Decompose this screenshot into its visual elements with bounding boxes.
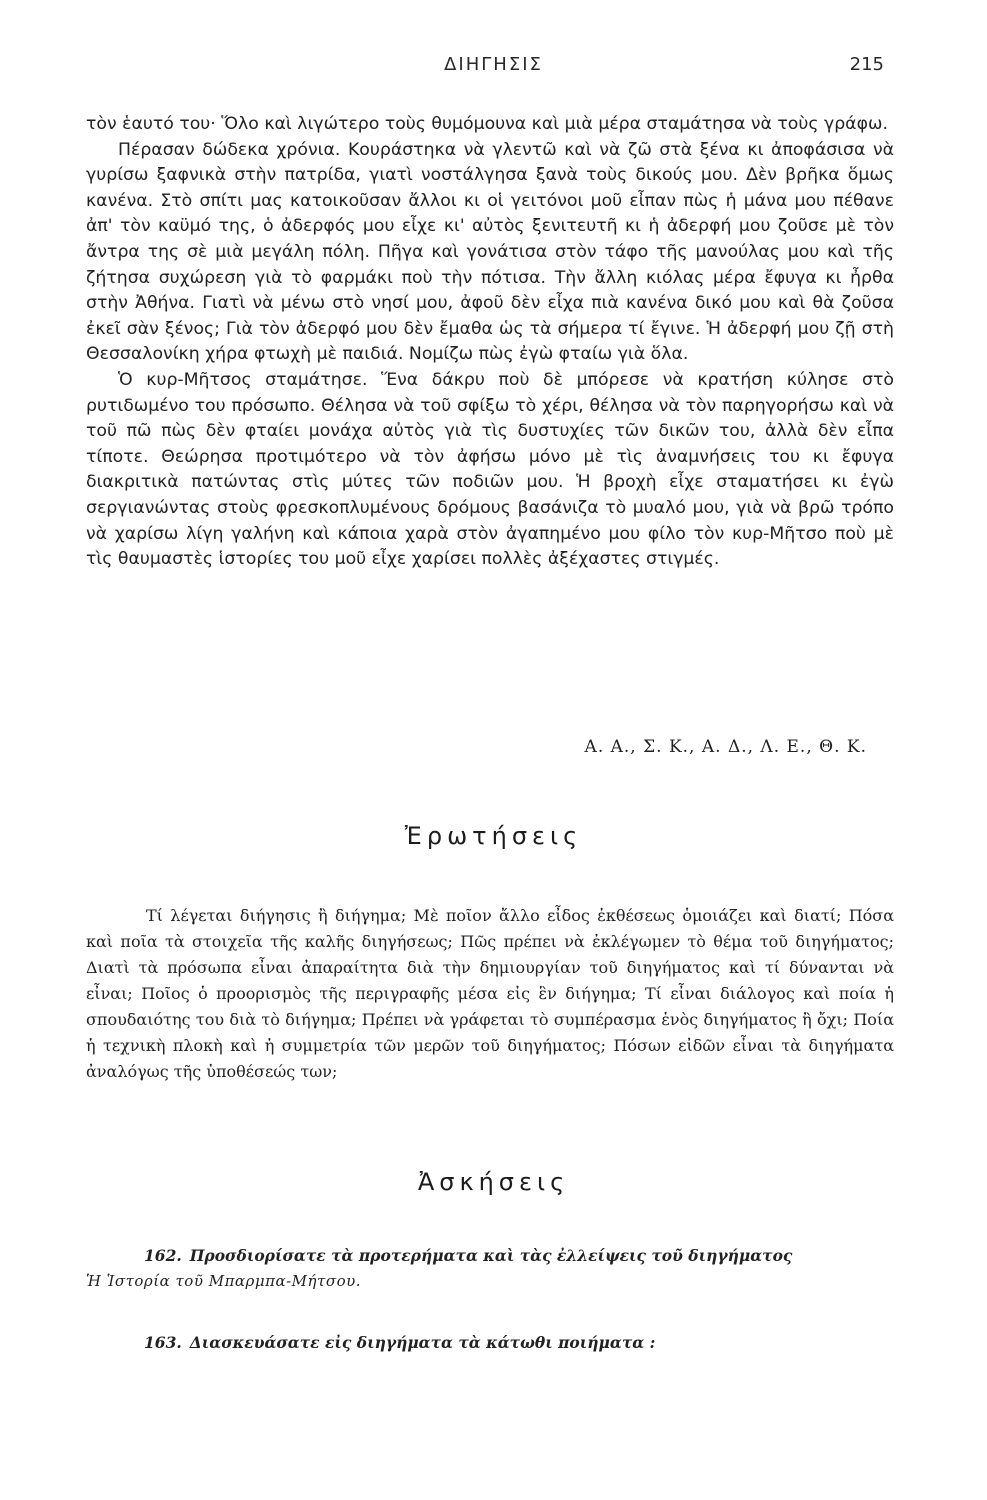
paragraph: τὸν ἑαυτό του· Ὅλο καὶ λιγώτερο τοὺς θυμόμουνα καὶ μιὰ μέρα σταμάτησα νὰ τοὺς γράφω. bbox=[86, 114, 888, 134]
exercise-item bbox=[86, 1330, 894, 1356]
paragraph: Πέρασαν δώδεκα χρόνια. Κουράστηκα νὰ γλεντῶ καὶ νὰ ζῶ στὰ ξένα κι ἀποφάσισα νὰ γυρίσω ξαφνικὰ στὴν πατρίδα, γιατὶ νοστάλγησα ξανὰ τοὺς δικούς μου. Δὲν βρῆκα ὅμως κανένα. Στὸ σπίτι μας κατοικοῦσαν ἄλλοι κι οἱ γειτόνοι μοῦ εἶπαν πὼς ἡ μάνα μου πέθανε ἀπ' τὸν καϋμό της, ὁ ἀδερφός μου εἶχε κι' αὐτὸς ξενιτευτῆ κι ἡ ἀδερφή μου ζοῦσε μὲ τὸν ἄντρα της σὲ μιὰ μεγάλη πόλη. Πῆγα καὶ γονάτισα στὸν τάφο τῆς μανούλας μου καὶ τῆς ζήτησα συχώρεση γιὰ τὸ φαρμάκι ποὺ τὴν πότισα. Τὴν ἄλλη κιόλας μέρα ἔφυγα κι ἦρθα στὴν Ἀθήνα. Γιατὶ νὰ μένω στὸ νησί μου, ἀφοῦ δὲν εἶχα πιὰ κανένα δικό μου καὶ θὰ ζοῦσα ἐκεῖ σὰν ξένος; Γιὰ τὸν ἀδερφό μου δὲν ἔμαθα ὡς τὰ σήμερα τί ἔγινε. Ἡ ἀδερφή μου ζῇ στὴ Θεσσαλονίκη χήρα φτωχὴ μὲ παιδιά. Νομίζω πὼς ἐγὼ φταίω γιὰ ὅλα. bbox=[86, 139, 894, 365]
exercise-number: 163. bbox=[144, 1333, 182, 1352]
exercise-number: 162. bbox=[144, 1246, 182, 1265]
exercise-story-title: Ἡ Ἱστορία τοῦ Μπαρμπα-Μήτσου. bbox=[86, 1272, 361, 1290]
questions-heading: Ἐρωτήσεις bbox=[404, 822, 583, 850]
running-title: ΔΙΗΓΗΣΙΣ bbox=[444, 54, 543, 75]
exercise-instruction: Προσδιορίσατε τὰ προτερήματα καὶ τὰς ἐλλείψεις τοῦ διηγήματος bbox=[189, 1246, 793, 1265]
story-text bbox=[86, 112, 894, 573]
questions-block bbox=[86, 903, 894, 1085]
exercises-heading: Ἀσκήσεις bbox=[417, 1168, 570, 1196]
exercise-item bbox=[86, 1243, 894, 1294]
running-header bbox=[0, 54, 987, 84]
questions-paragraph: Τί λέγεται διήγησις ἢ διήγημα; Μὲ ποῖον ἄλλο εἶδος ἐκθέσεως ὁμοιάζει καὶ διατί; Πόσα καὶ ποῖα τὰ στοιχεῖα τῆς καλῆς διηγήσεως; Πῶς πρέπει νὰ ἐκλέγωμεν τὸ θέμα τοῦ διηγήματος; Διατὶ τὰ πρόσωπα εἶναι ἀπαραίτητα διὰ τὴν δημιουργίαν τοῦ διηγήματος καὶ τί δύνανται νὰ εἶναι; Ποῖος ὁ προορισμὸς τῆς περιγραφῆς μέσα εἰς ἓν διήγημα; Τί εἶναι διάλογος καὶ ποία ἡ σπουδαιότης του διὰ τὸ διήγημα; Πρέπει νὰ γράφεται τὸ συμπέρασμα ἑνὸς διηγήματος ἢ ὄχι; Ποία ἡ τεχνικὴ πλοκὴ καὶ ἡ συμμετρία τῶν μερῶν τοῦ διηγήματος; Πόσων εἰδῶν εἶναι τὰ διηγήματα ἀναλόγως τῆς ὑποθέσεώς των; bbox=[86, 906, 894, 1081]
exercise-instruction: Διασκευάσατε εἰς διηγήματα τὰ κάτωθι ποιήματα : bbox=[189, 1333, 656, 1352]
paragraph: Ὁ κυρ-Μῆτσος σταμάτησε. Ἕνα δάκρυ ποὺ δὲ μπόρεσε νὰ κρατήση κύλησε στὸ ρυτιδωμένο του πρόσωπο. Θέλησα νὰ τοῦ σφίξω τὸ χέρι, θέλησα νὰ τὸν παρηγορήσω καὶ νὰ τοῦ πῶ πὼς δὲν φταίει μονάχα αὐτὸς γιὰ τὶς δυστυχίες τῶν δικῶν του, ἀλλὰ δὲν εἶπα τίποτε. Θεώρησα προτιμότερο νὰ τὸν ἀφήσω μόνο μὲ τὶς ἀναμνήσεις του κι ἔφυγα διακριτικὰ πατώντας στὶς μύτες τῶν ποδιῶν μου. Ἡ βροχὴ εἶχε σταματήσει κι ἐγὼ σεργιανώντας στοὺς φρεσκοπλυμένους δρόμους βασάνιζα τὸ μυαλό μου, γιὰ νὰ βρῶ τρόπο νὰ χαρίσω λίγη γαλήνη καὶ κάποια χαρὰ στὸν ἀγαπημένο μου φίλο τὸν κυρ-Μῆτσο ποὺ μὲ τὶς θαυμαστὲς ἱστορίες του μοῦ εἶχε χαρίσει πολλὲς ἀξέχαστες στιγμές. bbox=[86, 369, 894, 570]
author-initials: Α. Α., Σ. Κ., Α. Δ., Λ. Ε., Θ. Κ. bbox=[584, 737, 867, 757]
page-number: 215 bbox=[849, 54, 884, 75]
